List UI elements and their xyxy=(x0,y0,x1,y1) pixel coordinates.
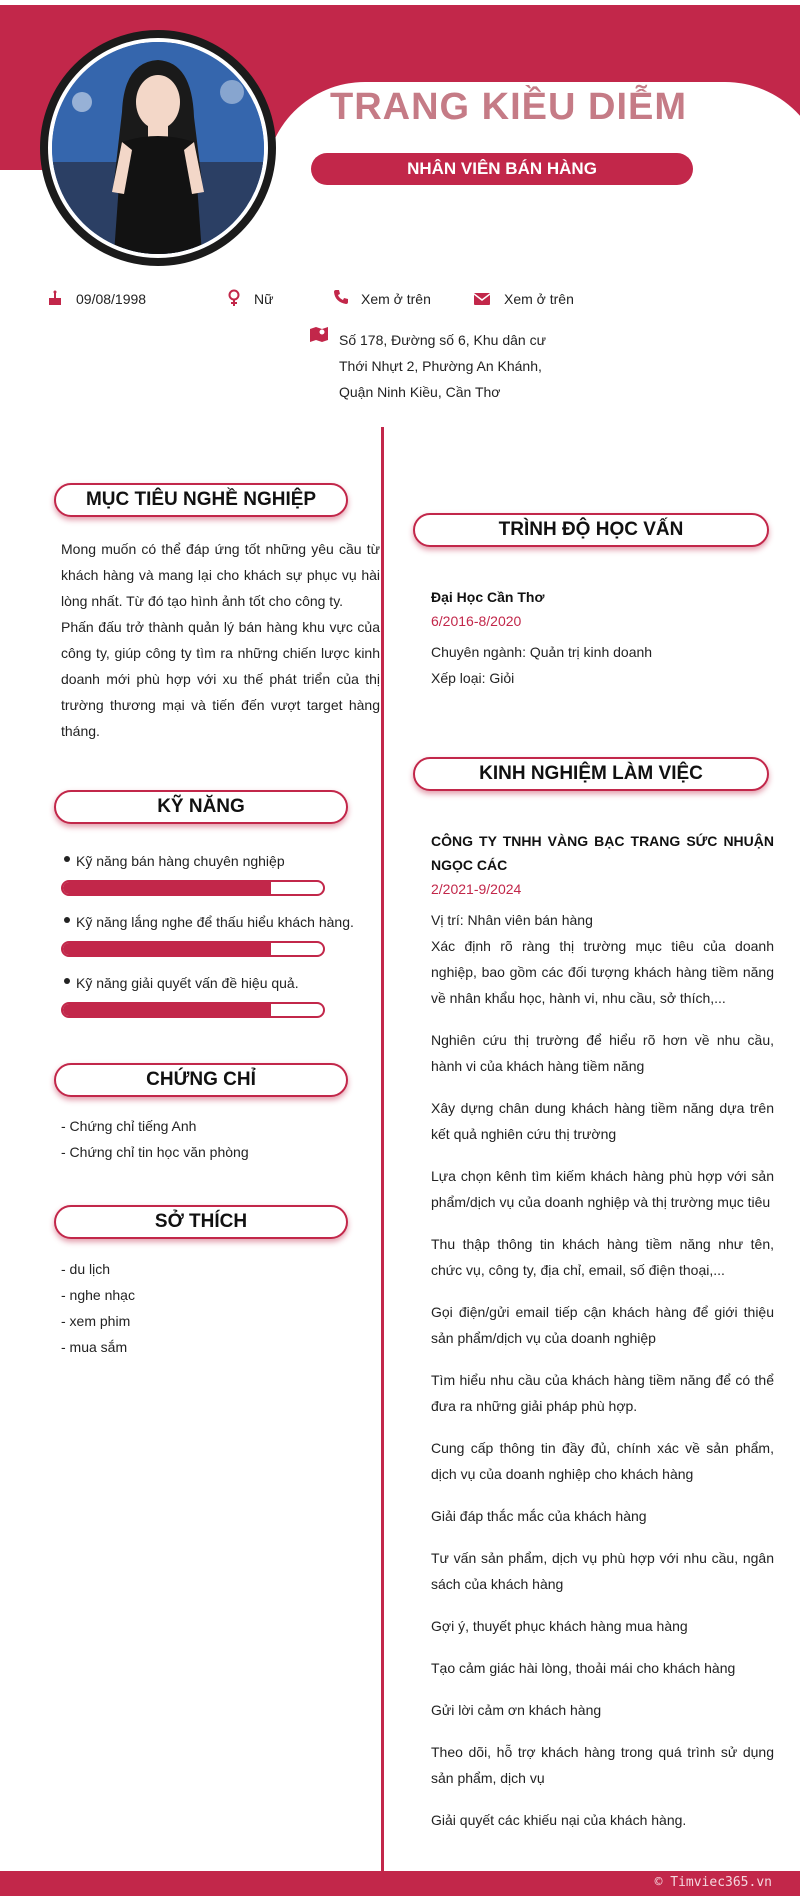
duty-item: Tư vấn sản phẩm, dịch vụ phù hợp với nhu cầu, ngân sách của khách hàng xyxy=(431,1550,774,1592)
experience-company: CÔNG TY TNHH VÀNG BẠC TRANG SỨC NHUẬN NGỌC CÁC xyxy=(431,833,774,873)
map-marker-icon xyxy=(310,326,328,346)
birthday-value: 09/08/1998 xyxy=(76,291,147,307)
birthday-cake-icon xyxy=(48,290,62,310)
education-details xyxy=(431,639,777,691)
address-line: Số 178, Đường số 6, Khu dân cư xyxy=(339,332,546,348)
email-icon xyxy=(474,292,490,309)
education-major: Chuyên ngành: Quản trị kinh doanh xyxy=(431,644,653,660)
address-line: Quận Ninh Kiều, Cần Thơ xyxy=(339,384,501,400)
column-divider xyxy=(381,427,384,1877)
address xyxy=(339,327,546,405)
duty-item: Xác định rõ ràng thị trường mục tiêu của doanh nghiệp, bao gồm các đối tượng khách hàng tiềm năng về nhân khẩu học, hành vi, nhu cầu, sở thích,... xyxy=(431,938,774,1006)
experience-heading: KINH NGHIỆM LÀM VIỆC xyxy=(413,757,769,791)
skill-bar xyxy=(61,1002,325,1018)
phone-value: Xem ở trên xyxy=(361,291,431,307)
gender-value: Nữ xyxy=(254,291,274,307)
email-value: Xem ở trên xyxy=(504,291,574,307)
avatar-photo xyxy=(52,42,264,254)
objective-text xyxy=(61,536,380,744)
certificates-heading: CHỨNG CHỈ xyxy=(54,1063,348,1097)
list-item: - Chứng chỉ tin học văn phòng xyxy=(61,1144,249,1160)
skill-bar xyxy=(61,941,325,957)
objective-heading: MỤC TIÊU NGHỀ NGHIỆP xyxy=(54,483,348,517)
job-title: NHÂN VIÊN BÁN HÀNG xyxy=(311,153,693,185)
education-heading: TRÌNH ĐỘ HỌC VẤN xyxy=(413,513,769,547)
skill-bar-fill xyxy=(63,1004,271,1016)
skill-bar xyxy=(61,880,325,896)
list-item: - mua sắm xyxy=(61,1339,128,1355)
address-line: Thới Nhựt 2, Phường An Khánh, xyxy=(339,358,542,374)
candidate-name: TRANG KIỀU DIỄM xyxy=(330,86,687,128)
duty-item: Gửi lời cảm ơn khách hàng xyxy=(431,1702,602,1718)
experience-date: 2/2021-9/2024 xyxy=(431,881,522,897)
objective-paragraph-1: Mong muốn có thể đáp ứng tốt những yêu cầu từ khách hàng và mang lại cho khách sự phục vụ hài lòng nhất. Từ đó tạo hình ảnh tốt cho công ty. xyxy=(61,541,380,609)
duty-item: Tìm hiểu nhu cầu của khách hàng tiềm năng để có thể đưa ra những giải pháp phù hợp. xyxy=(431,1372,774,1414)
list-item: - xem phim xyxy=(61,1313,131,1329)
duty-item: Tạo cảm giác hài lòng, thoải mái cho khách hàng xyxy=(431,1660,736,1676)
duty-item: Xây dựng chân dung khách hàng tiềm năng dựa trên kết quả nghiên cứu thị trường xyxy=(431,1100,774,1142)
duty-item: Thu thập thông tin khách hàng tiềm năng như tên, chức vụ, công ty, địa chỉ, email, số điện thoại,... xyxy=(431,1236,774,1278)
skill-label: Kỹ năng giải quyết vấn đề hiệu quả. xyxy=(76,975,299,991)
skills-heading: KỸ NĂNG xyxy=(54,790,348,824)
experience-details xyxy=(431,907,774,1833)
bullet-dot xyxy=(64,978,70,984)
list-item: - Chứng chỉ tiếng Anh xyxy=(61,1118,197,1134)
certificates-list xyxy=(61,1113,249,1165)
list-item: - du lịch xyxy=(61,1261,111,1277)
hobbies-heading: SỞ THÍCH xyxy=(54,1205,348,1239)
avatar xyxy=(52,42,264,254)
bullet-dot xyxy=(64,917,70,923)
list-item: - nghe nhạc xyxy=(61,1287,135,1303)
duty-item: Lựa chọn kênh tìm kiếm khách hàng phù hợp với sản phẩm/dịch vụ của doanh nghiệp và thị trường mục tiêu xyxy=(431,1168,774,1210)
hobbies-list xyxy=(61,1256,135,1360)
gender-icon xyxy=(227,289,241,311)
duty-item: Gọi điện/gửi email tiếp cận khách hàng để giới thiệu sản phẩm/dịch vụ của doanh nghiệp xyxy=(431,1304,774,1346)
education-rank: Xếp loại: Giỏi xyxy=(431,670,515,686)
skill-label: Kỹ năng lắng nghe để thấu hiểu khách hàng. xyxy=(76,914,354,930)
education-date: 6/2016-8/2020 xyxy=(431,613,522,629)
duty-item: Theo dõi, hỗ trợ khách hàng trong quá trình sử dụng sản phẩm, dịch vụ xyxy=(431,1744,774,1786)
phone-icon xyxy=(333,289,349,309)
duty-item: Giải quyết các khiếu nại của khách hàng. xyxy=(431,1812,687,1828)
duty-item: Giải đáp thắc mắc của khách hàng xyxy=(431,1508,647,1524)
experience-position: Vị trí: Nhân viên bán hàng xyxy=(431,912,593,928)
objective-paragraph-2: Phấn đấu trở thành quản lý bán hàng khu vực của công ty, giúp công ty tìm ra những chiến lược kinh doanh mới phù hợp với xu thế phát triển của thị trường thương mại và tiến đến vượt target hàng tháng. xyxy=(61,619,380,739)
duty-item: Gợi ý, thuyết phục khách hàng mua hàng xyxy=(431,1618,688,1634)
skill-bar-fill xyxy=(63,943,271,955)
duty-item: Cung cấp thông tin đầy đủ, chính xác về sản phẩm, dịch vụ của doanh nghiệp cho khách hàng xyxy=(431,1440,774,1482)
bullet-dot xyxy=(64,856,70,862)
skill-label: Kỹ năng bán hàng chuyên nghiệp xyxy=(76,853,285,869)
footer-watermark: © Timviec365.vn xyxy=(654,1875,772,1890)
education-school: Đại Học Cần Thơ xyxy=(431,589,545,605)
skill-bar-fill xyxy=(63,882,271,894)
duty-item: Nghiên cứu thị trường để hiểu rõ hơn về nhu cầu, hành vi của khách hàng tiềm năng xyxy=(431,1032,774,1074)
